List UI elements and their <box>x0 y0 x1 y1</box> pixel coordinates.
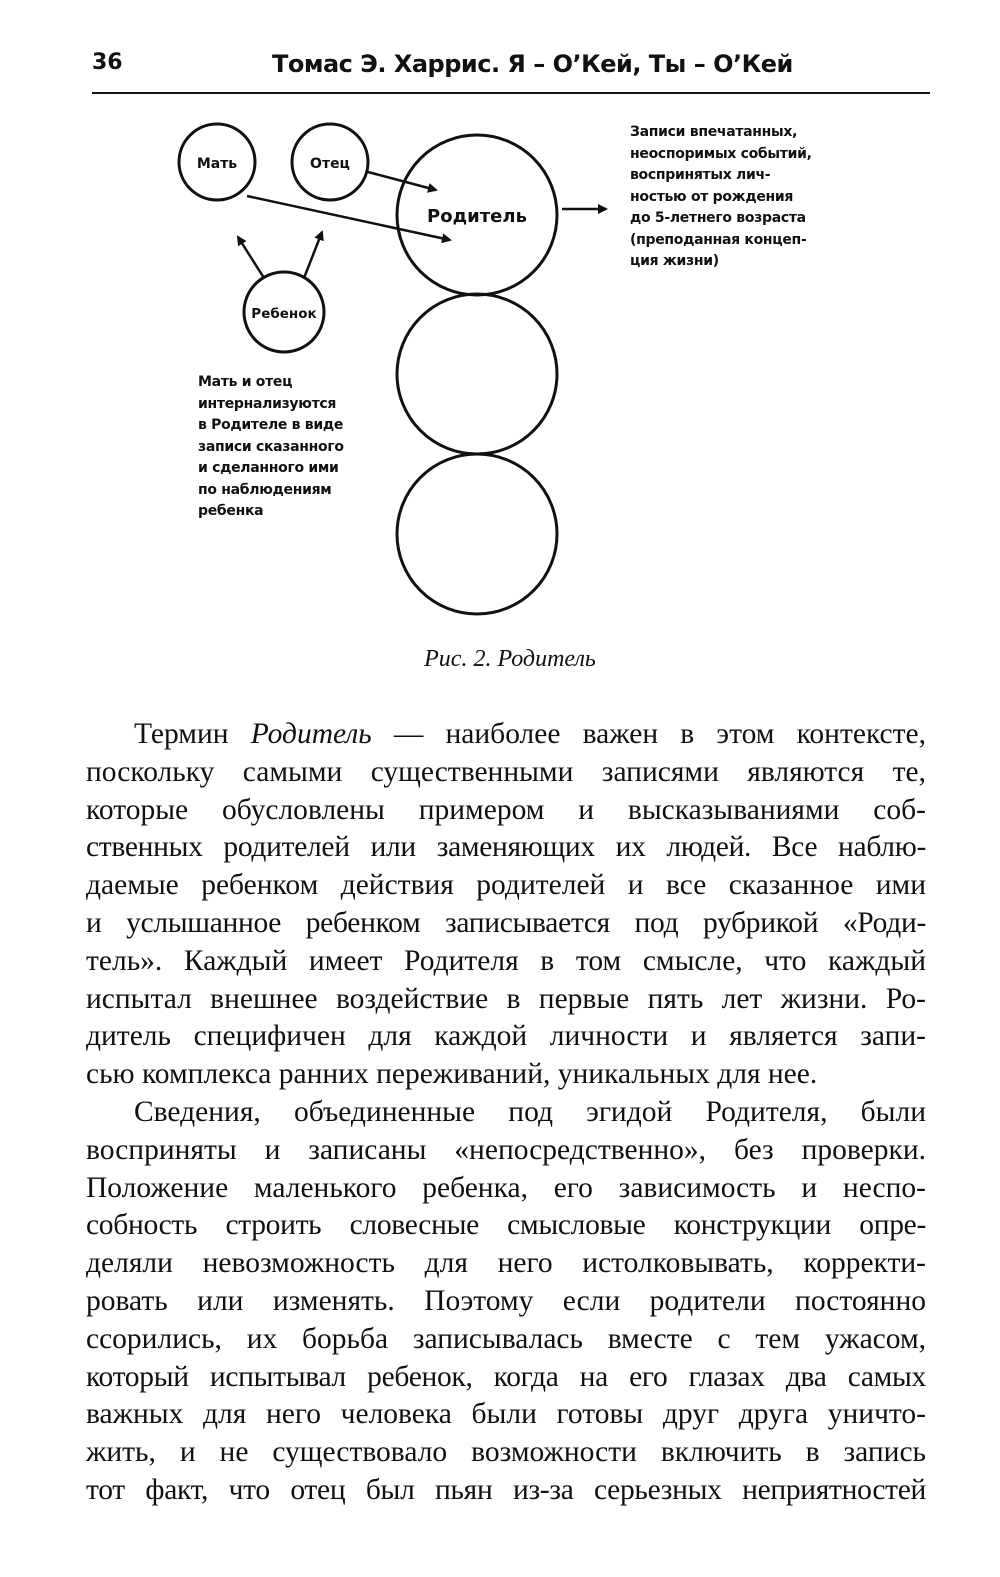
text-line: поскольку самыми существенными записями являются те, <box>86 755 926 788</box>
note-line: в Родителе в виде <box>198 417 344 433</box>
note-line: интернализуются <box>198 395 337 412</box>
father-label: Отец <box>310 156 350 172</box>
adult-circle <box>397 294 557 454</box>
parent-label: Родитель <box>427 206 527 227</box>
text-line: деляли невозможность для него истолковывать, корректи- <box>86 1247 926 1280</box>
text-line: ственных родителей или заменяющих их людей. Все наблю- <box>86 831 926 864</box>
text-line: сью комплекса ранних переживаний, уникальных для нее. <box>86 1058 818 1091</box>
note-line: записи сказанного <box>198 438 344 455</box>
note-line: ция жизни) <box>630 253 719 269</box>
parent-diagram <box>0 100 1000 640</box>
text-line: который испытывал ребенок, когда на его глазах два самых <box>86 1360 926 1393</box>
text-line: тель». Каждый имеет Родителя в том смысле, что каждый <box>86 944 926 977</box>
text-line: восприняты и записаны «непосредственно», без проверки. <box>86 1133 926 1166</box>
note-line: по наблюдениям <box>198 481 332 498</box>
figure-caption: Рис. 2. Родитель <box>424 646 596 672</box>
text-line: дитель специфичен для каждой личности и является запи- <box>86 1020 926 1053</box>
note-line: до 5-летнего возраста <box>630 210 806 226</box>
note-line: неоспоримых событий, <box>630 145 812 162</box>
mother-label: Мать <box>196 156 238 172</box>
note-line: ностью от рождения <box>630 188 794 205</box>
text-line: которые обусловлены примером и высказываниями соб- <box>86 793 926 826</box>
body-text <box>86 716 926 1510</box>
text-line: Сведения, объединенные под эгидой Родителя, были <box>134 1095 926 1128</box>
text-run: Термин <box>134 718 251 750</box>
page-header <box>92 44 930 94</box>
arrow-child-to-father <box>304 232 322 278</box>
arrow-child-to-mother <box>238 237 264 278</box>
running-title: Томас Э. Харрис. Я – О’Кей, Ты – О’Кей <box>272 50 793 78</box>
term-emphasis: Родитель <box>250 718 372 750</box>
arrow-mother-to-parent <box>247 196 450 240</box>
internalization-note <box>198 372 373 523</box>
page-number: 36 <box>92 50 123 75</box>
child-circle <box>397 454 557 614</box>
child-label: Ребенок <box>251 306 317 322</box>
note-line: Записи впечатанных, <box>630 124 798 140</box>
text-line: Положение маленького ребенка, его зависимость и неспо- <box>86 1171 926 1204</box>
text-line: собность строить словесные смысловые конструкции опре- <box>86 1209 926 1242</box>
note-line: и сделанного ими <box>198 460 339 476</box>
text-line: ссорились, их борьба записывалась вместе с тем ужасом, <box>86 1322 926 1355</box>
note-line: Мать и отец <box>198 374 293 390</box>
text-line: важных для него человека были готовы друг друга уничто- <box>86 1398 926 1431</box>
text-line: испытал внешнее воздействие в первые пять лет жизни. Ро- <box>86 982 926 1015</box>
text-line: и услышанное ребенком записывается под рубрикой «Роди- <box>86 906 926 939</box>
note-line: ребенка <box>198 503 264 519</box>
text-line <box>86 716 926 754</box>
parent-note <box>630 122 850 273</box>
text-run: — наиболее важен в этом контексте, <box>371 718 927 750</box>
note-line: (преподанная концеп- <box>630 231 807 248</box>
text-line: ровать или изменять. Поэтому если родители постоянно <box>86 1284 926 1317</box>
text-line: даемые ребенком действия родителей и все сказанное ими <box>86 869 926 902</box>
note-line: воспринятых лич- <box>630 167 771 183</box>
text-line: жить, и не существовало возможности включить в запись <box>86 1436 926 1469</box>
text-line: тот факт, что отец был пьян из-за серьезных неприятностей <box>86 1473 926 1506</box>
